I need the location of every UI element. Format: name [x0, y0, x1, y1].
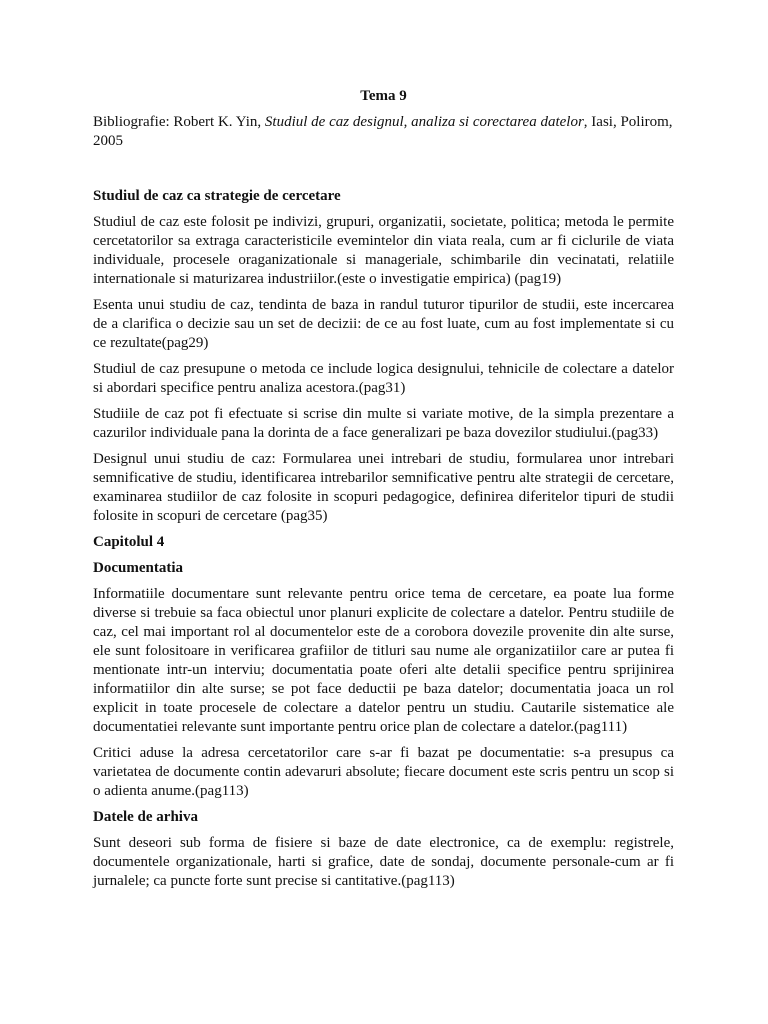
document-page: [93, 87, 674, 898]
document-title: Tema 9: [360, 88, 407, 104]
paragraph: Critici aduse la adresa cercetatorilor care s-ar fi bazat pe documentatie: s-a presupus ca varietatea de documente contin adevaruri absolute; fiecare document este scris pentru un scop si o adienta anume.(pag113): [93, 745, 674, 799]
section-heading: Documentatia: [93, 560, 183, 576]
bibliography-separator: ,: [403, 114, 412, 130]
paragraph: Designul unui studiu de caz: Formularea unei intrebari de studiu, formularea unor intrebari semnificative de studiu, identificarea intrebarilor semnificative pentru alte strategii de cercetare, examinarea studiilor de caz folosite in scopuri pedagogice, definirea diferitelor tipuri de studii folosite in scopuri de cercetare (pag35): [93, 451, 674, 524]
bibliography-suffix: , Iasi, Polirom, 2005: [93, 114, 673, 149]
bibliography-prefix: Bibliografie: Robert K. Yin,: [93, 114, 265, 130]
paragraph: Sunt deseori sub forma de fisiere si baze de date electronice, ca de exemplu: registrele, documentele organizationale, harti si grafice, date de sondaj, documente personale-cum ar fi jurnalele; ca puncte forte sunt precise si cantitative.(pag113): [93, 835, 674, 889]
bibliography: [93, 113, 674, 151]
paragraph: Esenta unui studiu de caz, tendinta de baza in randul tuturor tipurilor de studii, este incercarea de a clarifica o decizie sau un set de decizii: de ce au fost luate, cum au fost implementate si cu ce rezultate(pag29): [93, 297, 674, 351]
chapter-heading: Capitolul 4: [93, 534, 165, 550]
section-heading: Studiul de caz ca strategie de cercetare: [93, 188, 341, 204]
paragraph: Studiile de caz pot fi efectuate si scrise din multe si variate motive, de la simpla prezentare a cazurilor individuale pana la dorinta de a face generalizari pe baza dovezilor studiului.(pag33): [93, 406, 674, 441]
paragraph: Studiul de caz presupune o metoda ce include logica designului, tehnicile de colectare a datelor si abordari specifice pentru analiza acestora.(pag31): [93, 361, 674, 396]
paragraph: Studiul de caz este folosit pe indivizi, grupuri, organizatii, societate, politica; metoda le permite cercetatorilor sa extraga caracteristicile evemintelor din viata reala, cum ar fi ciclurile de viata individuale, procesele oraganizationale si manageriale, schimbarile din vecinatati, relatiile internationale si maturizarea industriilor.(este o investigatie empirica) (pag19): [93, 214, 674, 287]
bibliography-book-subtitle: analiza si corectarea datelor: [411, 114, 584, 130]
bibliography-book-title: Studiul de caz designul: [264, 114, 404, 130]
paragraph: Informatiile documentare sunt relevante pentru orice tema de cercetare, ea poate lua forme diverse si trebuie sa faca obiectul unor planuri explicite de colectare a datelor. Pentru studiile de caz, cel mai important rol al documentelor este de a corobora dovezile provenite din alte surse, ele sunt folositoare in verificarea grafiilor de titluri sau nume ale organizatiilor care ar putea fi mentionate intr-un interviu; documentatia poate oferi alte detalii specifice pentru sprijinirea informatiilor din alte surse; se pot face deductii pe baza datelor; documentatia joaca un rol explicit in toate procesele de colectare a datelor pentru un studiu. Cautarile sistematice ale documentatiei relevante sunt importante pentru orice plan de colectare a datelor.(pag111): [93, 586, 674, 735]
section-heading: Datele de arhiva: [93, 809, 198, 825]
